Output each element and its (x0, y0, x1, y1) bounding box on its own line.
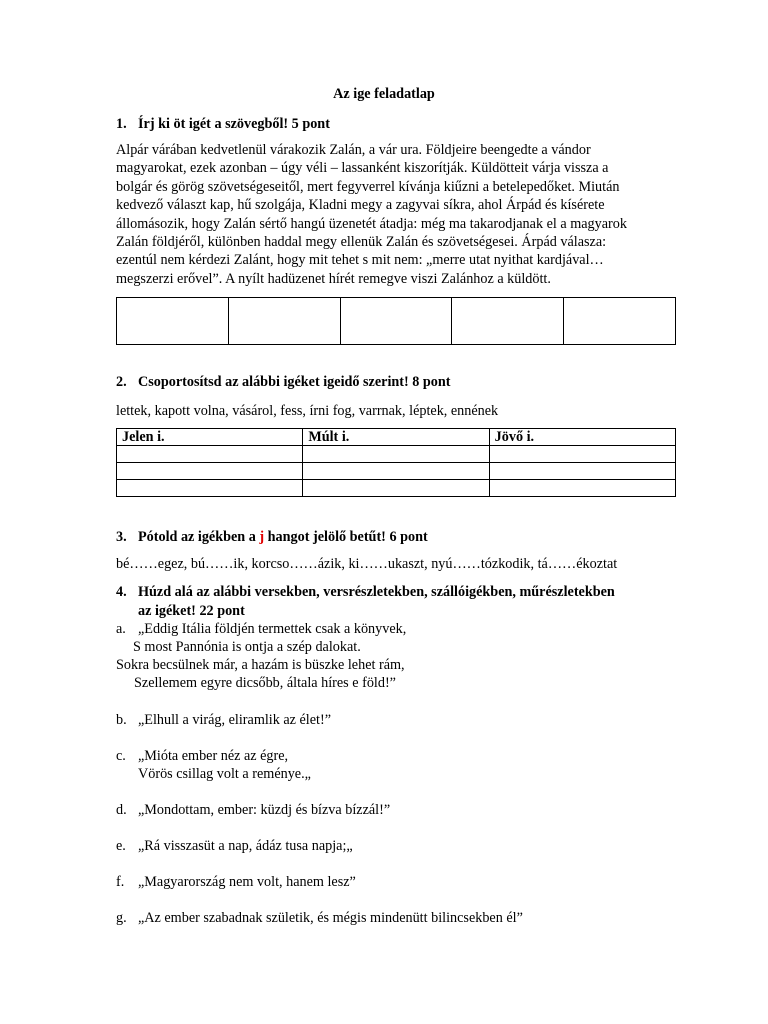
task3-number: 3. (116, 529, 127, 545)
task1-number: 1. (116, 116, 127, 132)
passage-line: kedvező választ kap, hű szolgája, Kladni megy a zagyvai síkra, ahol Árpád és kísérete (116, 197, 605, 214)
table-header-row (117, 429, 676, 446)
column-header-present: Jelen i. (117, 429, 303, 446)
table-row (117, 463, 676, 480)
task4-heading-line1: Húzd alá az alábbi versekben, versrészletekben, szállóigékben, műrészletekben (138, 584, 615, 600)
item-letter-f: f. (116, 874, 125, 890)
quote-c-line: „Mióta ember néz az égre, (138, 748, 289, 764)
passage-line: ezentúl nem kérdezi Zalánt, hogy mit tehet s mit nem: „merre utat nyithat kardjával… (116, 252, 604, 269)
task1-answer-table (116, 297, 676, 345)
quote-a-line: Sokra becsülnek már, a hazám is büszke lehet rám, (116, 657, 405, 673)
task3-heading-after: hangot jelölő betűt! 6 pont (264, 529, 428, 545)
task3-heading (116, 528, 428, 546)
passage-line: magyarokat, ezek azonban – úgy véli – lassanként kiszorítják. Küldötteit várja vissza a (116, 160, 609, 177)
passage-line: Zalán földjéről, különben haddal megy ellenük Zalán és szövetségesei. Árpád válasza: (116, 234, 607, 251)
table-row (117, 298, 676, 345)
quote-b: „Elhull a virág, eliramlik az élet!” (138, 712, 332, 728)
passage-line: állomásozik, hogy Zalán sértő hangú üzenetét átadja: még ma takarodjanak el a magyarok (116, 215, 627, 232)
quote-c-line: Vörös csillag volt a reménye.„ (138, 766, 311, 782)
quote-d: „Mondottam, ember: küzdj és bízva bízzál!” (138, 802, 391, 818)
quote-a-line: S most Pannónia is ontja a szép dalokat. (133, 639, 361, 655)
column-header-future: Jövő i. (489, 429, 675, 446)
quote-e: „Rá visszasüt a nap, ádáz tusa napja;„ (138, 838, 353, 854)
answer-cell[interactable] (340, 298, 452, 345)
answer-cell[interactable] (564, 298, 676, 345)
task3-heading-before: Pótold az igékben a (138, 529, 260, 545)
table-row (117, 446, 676, 463)
answer-cell[interactable] (303, 463, 489, 480)
item-letter-e: e. (116, 838, 126, 854)
column-header-past: Múlt i. (303, 429, 489, 446)
task1-heading (116, 115, 330, 133)
answer-cell[interactable] (489, 463, 675, 480)
item-letter-c: c. (116, 748, 126, 764)
answer-cell[interactable] (117, 463, 303, 480)
passage-line: Alpár várában kedvetlenül várakozik Zalán, a vár ura. Földjeire beengedte a vándor (116, 142, 591, 158)
task1-heading-text: Írj ki öt igét a szövegből! 5 pont (138, 116, 330, 132)
quote-f: „Magyarország nem volt, hanem lesz” (138, 874, 356, 890)
task3-fill-words: bé……egez, bú……ik, korcso……ázik, ki……ukaszt, nyú……tózkodik, tá……ékoztat (116, 556, 618, 572)
passage-line: bolgár és görög szövetségeseitől, mert fegyverrel kívánja kiűzni a betelepedőket. Miután (116, 178, 620, 195)
answer-cell[interactable] (452, 298, 564, 345)
task4-heading-line2: az igéket! 22 pont (138, 603, 245, 619)
task2-word-list: lettek, kapott volna, vásárol, fess, írni fog, varrnak, léptek, ennének (116, 403, 499, 419)
answer-cell[interactable] (303, 446, 489, 463)
task2-tense-table (116, 428, 676, 497)
task1-passage (116, 141, 686, 288)
table-row (117, 480, 676, 497)
task4-number: 4. (116, 584, 127, 600)
page-title: Az ige feladatlap (333, 86, 435, 102)
task2-number: 2. (116, 374, 127, 390)
task4-heading (116, 583, 615, 601)
answer-cell[interactable] (303, 480, 489, 497)
quote-a-line: „Eddig Itália földjén termettek csak a könyvek, (138, 621, 407, 637)
answer-cell[interactable] (117, 446, 303, 463)
task2-heading-text: Csoportosítsd az alábbi igéket igeidő szerint! 8 pont (138, 374, 451, 390)
quote-g: „Az ember szabadnak születik, és mégis mindenütt bilincsekben él” (138, 910, 523, 926)
passage-line: megszerzi erővel”. A nyílt hadüzenet hírét remegve viszi Zalánhoz a küldött. (116, 270, 551, 287)
quote-a-line: Szellemem egyre dicsőbb, általa híres e föld!” (134, 675, 396, 691)
item-letter-d: d. (116, 802, 127, 818)
task2-heading (116, 373, 451, 391)
item-letter-b: b. (116, 712, 127, 728)
item-letter-a: a. (116, 621, 126, 637)
item-letter-g: g. (116, 910, 127, 926)
answer-cell[interactable] (117, 480, 303, 497)
answer-cell[interactable] (117, 298, 229, 345)
answer-cell[interactable] (228, 298, 340, 345)
task3-highlight-letter: j (259, 529, 265, 545)
answer-cell[interactable] (489, 480, 675, 497)
answer-cell[interactable] (489, 446, 675, 463)
